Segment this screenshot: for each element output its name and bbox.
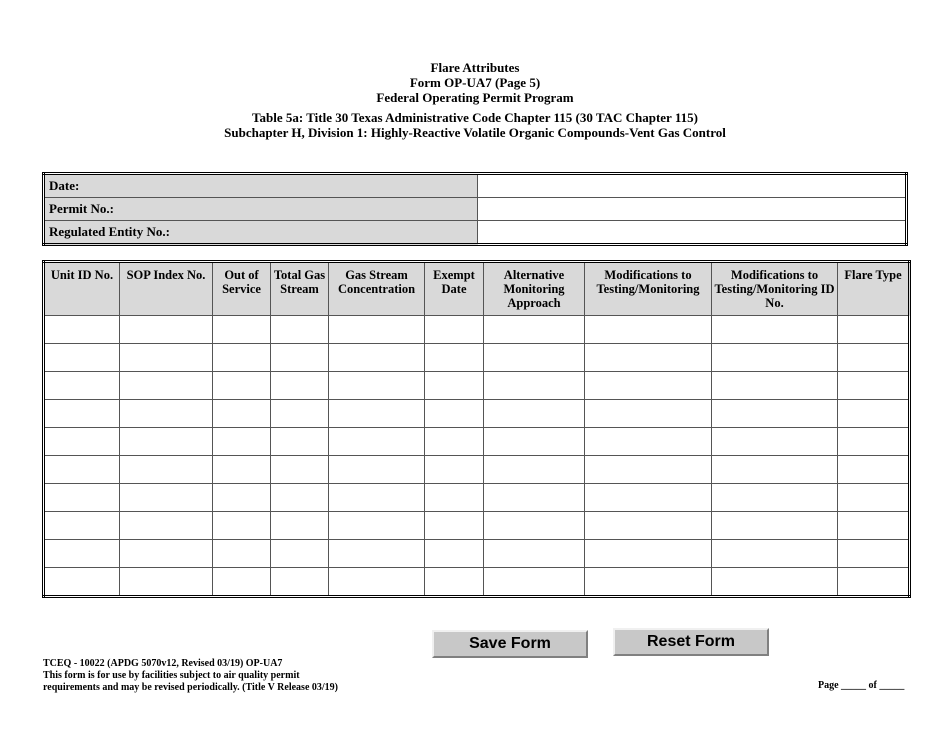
table-cell bbox=[585, 484, 712, 512]
form-footer bbox=[43, 658, 338, 694]
table-cell bbox=[712, 372, 838, 400]
table-cell-input[interactable] bbox=[425, 400, 483, 427]
table-cell bbox=[585, 372, 712, 400]
table-cell-input[interactable] bbox=[329, 428, 424, 455]
table-cell-input[interactable] bbox=[120, 400, 212, 427]
table-cell bbox=[213, 344, 271, 372]
table-cell bbox=[44, 540, 120, 568]
table-cell-input[interactable] bbox=[271, 540, 328, 567]
table-cell-input[interactable] bbox=[484, 344, 584, 371]
table-cell-input[interactable] bbox=[425, 540, 483, 567]
table-cell bbox=[329, 344, 425, 372]
table-cell bbox=[120, 484, 213, 512]
table-cell bbox=[712, 344, 838, 372]
table-cell bbox=[213, 484, 271, 512]
table-cell-input[interactable] bbox=[712, 512, 837, 539]
table-row bbox=[44, 540, 910, 568]
table-cell bbox=[838, 484, 910, 512]
table-cell-input[interactable] bbox=[120, 456, 212, 483]
table-cell-input[interactable] bbox=[585, 484, 711, 511]
table-cell bbox=[585, 512, 712, 540]
table-cell-input[interactable] bbox=[838, 568, 908, 595]
table-cell bbox=[484, 372, 585, 400]
table-cell-input[interactable] bbox=[425, 568, 483, 595]
table-cell-input[interactable] bbox=[585, 540, 711, 567]
footer-note-1: This form is for use by facilities subject to air quality permit bbox=[43, 670, 300, 681]
table-cell-input[interactable] bbox=[838, 484, 908, 511]
table-cell bbox=[585, 428, 712, 456]
table-cell bbox=[271, 344, 329, 372]
date-label: Date: bbox=[44, 174, 478, 198]
table-cell-input[interactable] bbox=[213, 512, 270, 539]
col-header-flare-type: Flare Type bbox=[838, 262, 910, 316]
table-cell bbox=[271, 568, 329, 597]
table-cell-input[interactable] bbox=[271, 484, 328, 511]
table-cell bbox=[120, 428, 213, 456]
table-cell bbox=[271, 456, 329, 484]
col-header-exempt-date: Exempt Date bbox=[425, 262, 484, 316]
table-cell bbox=[484, 400, 585, 428]
table-cell bbox=[712, 428, 838, 456]
table-cell-input[interactable] bbox=[484, 484, 584, 511]
table-cell-input[interactable] bbox=[838, 512, 908, 539]
col-header-sop-index: SOP Index No. bbox=[120, 262, 213, 316]
table-cell-input[interactable] bbox=[45, 344, 119, 371]
table-cell bbox=[271, 540, 329, 568]
table-cell-input[interactable] bbox=[45, 484, 119, 511]
table-cell-input[interactable] bbox=[585, 316, 711, 343]
table-cell-input[interactable] bbox=[45, 428, 119, 455]
table-cell-input[interactable] bbox=[329, 344, 424, 371]
footer-form-id: TCEQ - 10022 (APDG 5070v12, Revised 03/19) OP-UA7 bbox=[43, 658, 283, 669]
table-cell bbox=[425, 540, 484, 568]
table-cell bbox=[213, 456, 271, 484]
table-cell-input[interactable] bbox=[484, 568, 584, 595]
table-cell bbox=[120, 372, 213, 400]
table-cell bbox=[838, 344, 910, 372]
table-cell-input[interactable] bbox=[484, 512, 584, 539]
table-cell bbox=[838, 372, 910, 400]
table-cell-input[interactable] bbox=[585, 568, 711, 595]
table-cell bbox=[271, 512, 329, 540]
table-row bbox=[44, 568, 910, 597]
table-cell-input[interactable] bbox=[45, 372, 119, 399]
table-title: Table 5a: Title 30 Texas Administrative Code Chapter 115 (30 TAC Chapter 115) bbox=[252, 110, 698, 125]
table-cell-input[interactable] bbox=[585, 456, 711, 483]
form-header bbox=[0, 60, 950, 140]
table-cell bbox=[838, 512, 910, 540]
table-cell bbox=[425, 512, 484, 540]
table-row bbox=[44, 400, 910, 428]
save-form-button[interactable]: Save Form bbox=[432, 630, 588, 658]
table-cell-input[interactable] bbox=[838, 316, 908, 343]
table-cell bbox=[838, 316, 910, 344]
table-cell-input[interactable] bbox=[45, 512, 119, 539]
table-cell bbox=[271, 428, 329, 456]
table-cell-input[interactable] bbox=[712, 484, 837, 511]
table-cell bbox=[213, 372, 271, 400]
table-cell-input[interactable] bbox=[213, 540, 270, 567]
table-row bbox=[44, 484, 910, 512]
table-cell bbox=[425, 400, 484, 428]
table-cell bbox=[712, 400, 838, 428]
table-cell-input[interactable] bbox=[329, 456, 424, 483]
table-cell bbox=[425, 456, 484, 484]
table-cell-input[interactable] bbox=[425, 428, 483, 455]
table-cell bbox=[44, 456, 120, 484]
table-cell-input[interactable] bbox=[838, 428, 908, 455]
table-cell-input[interactable] bbox=[271, 428, 328, 455]
table-cell-input[interactable] bbox=[585, 428, 711, 455]
table-cell-input[interactable] bbox=[712, 344, 837, 371]
table-cell bbox=[213, 540, 271, 568]
table-cell-input[interactable] bbox=[271, 400, 328, 427]
table-cell bbox=[585, 316, 712, 344]
table-cell bbox=[271, 316, 329, 344]
table-cell bbox=[484, 568, 585, 597]
table-cell bbox=[712, 512, 838, 540]
table-cell bbox=[585, 400, 712, 428]
table-cell-input[interactable] bbox=[838, 540, 908, 567]
table-cell-input[interactable] bbox=[120, 540, 212, 567]
table-cell-input[interactable] bbox=[484, 400, 584, 427]
flare-attributes-table bbox=[42, 260, 911, 598]
table-cell-input[interactable] bbox=[271, 372, 328, 399]
date-field[interactable] bbox=[478, 174, 907, 198]
table-cell bbox=[425, 344, 484, 372]
table-cell-input[interactable] bbox=[45, 456, 119, 483]
table-cell bbox=[120, 456, 213, 484]
table-cell bbox=[425, 372, 484, 400]
table-header-row bbox=[44, 262, 910, 316]
table-cell-input[interactable] bbox=[838, 344, 908, 371]
table-row bbox=[44, 512, 910, 540]
table-cell-input[interactable] bbox=[329, 400, 424, 427]
regulated-entity-field[interactable] bbox=[478, 221, 907, 245]
table-cell bbox=[44, 344, 120, 372]
table-cell bbox=[44, 400, 120, 428]
table-cell bbox=[213, 316, 271, 344]
table-cell-input[interactable] bbox=[213, 456, 270, 483]
table-cell-input[interactable] bbox=[585, 400, 711, 427]
table-cell bbox=[44, 428, 120, 456]
table-cell-input[interactable] bbox=[213, 372, 270, 399]
table-cell-input[interactable] bbox=[120, 484, 212, 511]
table-cell bbox=[712, 456, 838, 484]
table-cell-input[interactable] bbox=[329, 540, 424, 567]
table-row bbox=[44, 372, 910, 400]
table-cell bbox=[484, 428, 585, 456]
table-cell-input[interactable] bbox=[213, 428, 270, 455]
table-cell bbox=[425, 484, 484, 512]
table-cell-input[interactable] bbox=[329, 372, 424, 399]
table-cell-input[interactable] bbox=[425, 512, 483, 539]
table-cell bbox=[44, 372, 120, 400]
table-cell-input[interactable] bbox=[213, 400, 270, 427]
table-cell-input[interactable] bbox=[712, 540, 837, 567]
table-cell bbox=[484, 316, 585, 344]
col-header-total-gas-stream: Total Gas Stream bbox=[271, 262, 329, 316]
table-cell-input[interactable] bbox=[712, 400, 837, 427]
table-cell-input[interactable] bbox=[120, 372, 212, 399]
regulated-entity-label: Regulated Entity No.: bbox=[44, 221, 478, 245]
permit-label: Permit No.: bbox=[44, 198, 478, 221]
table-cell-input[interactable] bbox=[271, 512, 328, 539]
table-cell bbox=[271, 372, 329, 400]
table-cell bbox=[44, 512, 120, 540]
table-cell-input[interactable] bbox=[838, 400, 908, 427]
table-cell bbox=[838, 400, 910, 428]
table-cell-input[interactable] bbox=[425, 372, 483, 399]
table-cell-input[interactable] bbox=[712, 456, 837, 483]
table-cell-input[interactable] bbox=[45, 568, 119, 595]
table-cell-input[interactable] bbox=[425, 456, 483, 483]
table-cell bbox=[44, 316, 120, 344]
table-cell-input[interactable] bbox=[120, 512, 212, 539]
table-cell bbox=[484, 512, 585, 540]
table-cell bbox=[44, 484, 120, 512]
table-cell-input[interactable] bbox=[213, 316, 270, 343]
table-cell bbox=[271, 484, 329, 512]
table-cell-input[interactable] bbox=[271, 456, 328, 483]
table-cell bbox=[329, 568, 425, 597]
footer-note-2: requirements and may be revised periodically. (Title V Release 03/19) bbox=[43, 682, 338, 693]
table-cell bbox=[271, 400, 329, 428]
table-cell-input[interactable] bbox=[838, 372, 908, 399]
table-cell bbox=[329, 456, 425, 484]
table-cell-input[interactable] bbox=[213, 344, 270, 371]
table-cell bbox=[712, 316, 838, 344]
table-cell bbox=[425, 428, 484, 456]
table-cell bbox=[712, 540, 838, 568]
table-cell bbox=[120, 512, 213, 540]
table-cell-input[interactable] bbox=[484, 456, 584, 483]
table-cell-input[interactable] bbox=[712, 372, 837, 399]
table-cell-input[interactable] bbox=[329, 512, 424, 539]
table-cell bbox=[425, 568, 484, 597]
table-cell-input[interactable] bbox=[271, 568, 328, 595]
table-cell bbox=[585, 456, 712, 484]
table-cell bbox=[213, 512, 271, 540]
table-cell bbox=[329, 316, 425, 344]
table-row bbox=[44, 316, 910, 344]
table-cell-input[interactable] bbox=[585, 372, 711, 399]
table-cell bbox=[329, 428, 425, 456]
table-cell-input[interactable] bbox=[271, 316, 328, 343]
table-cell bbox=[120, 316, 213, 344]
table-cell bbox=[585, 540, 712, 568]
col-header-out-of-service: Out of Service bbox=[213, 262, 271, 316]
table-cell-input[interactable] bbox=[484, 428, 584, 455]
table-cell bbox=[44, 568, 120, 597]
table-cell bbox=[712, 568, 838, 597]
table-cell-input[interactable] bbox=[45, 400, 119, 427]
table-cell-input[interactable] bbox=[484, 316, 584, 343]
date-row bbox=[44, 174, 907, 198]
table-row bbox=[44, 456, 910, 484]
table-cell bbox=[329, 512, 425, 540]
table-cell-input[interactable] bbox=[585, 344, 711, 371]
table-cell bbox=[329, 540, 425, 568]
permit-row bbox=[44, 198, 907, 221]
table-cell bbox=[213, 400, 271, 428]
table-cell-input[interactable] bbox=[329, 316, 424, 343]
table-cell-input[interactable] bbox=[712, 316, 837, 343]
col-header-alternative-monitoring: Alternative Monitoring Approach bbox=[484, 262, 585, 316]
table-cell bbox=[484, 344, 585, 372]
table-cell-input[interactable] bbox=[425, 344, 483, 371]
table-cell-input[interactable] bbox=[329, 484, 424, 511]
col-header-gas-stream-concentration: Gas Stream Concentration bbox=[329, 262, 425, 316]
permit-field[interactable] bbox=[478, 198, 907, 221]
table-cell bbox=[484, 484, 585, 512]
table-cell-input[interactable] bbox=[45, 540, 119, 567]
table-cell bbox=[838, 540, 910, 568]
table-row bbox=[44, 428, 910, 456]
table-cell-input[interactable] bbox=[120, 316, 212, 343]
col-header-unit-id: Unit ID No. bbox=[44, 262, 120, 316]
table-cell bbox=[484, 456, 585, 484]
table-cell bbox=[585, 344, 712, 372]
table-cell bbox=[120, 344, 213, 372]
table-cell-input[interactable] bbox=[484, 372, 584, 399]
table-cell-input[interactable] bbox=[838, 456, 908, 483]
table-cell-input[interactable] bbox=[712, 428, 837, 455]
table-cell bbox=[329, 484, 425, 512]
form-number: Form OP-UA7 (Page 5) bbox=[409, 75, 541, 90]
table-cell bbox=[585, 568, 712, 597]
reset-form-button[interactable]: Reset Form bbox=[613, 628, 769, 656]
table-cell-input[interactable] bbox=[484, 540, 584, 567]
subchapter-title: Subchapter H, Division 1: Highly-Reactive Volatile Organic Compounds-Vent Gas Control bbox=[224, 125, 726, 140]
table-cell bbox=[329, 400, 425, 428]
table-cell-input[interactable] bbox=[120, 428, 212, 455]
table-cell-input[interactable] bbox=[120, 344, 212, 371]
table-cell bbox=[120, 540, 213, 568]
table-cell-input[interactable] bbox=[213, 484, 270, 511]
table-cell bbox=[120, 400, 213, 428]
col-header-modifications-testing: Modifications to Testing/Monitoring bbox=[585, 262, 712, 316]
table-cell bbox=[120, 568, 213, 597]
table-row bbox=[44, 344, 910, 372]
table-cell-input[interactable] bbox=[425, 484, 483, 511]
table-cell-input[interactable] bbox=[585, 512, 711, 539]
table-cell bbox=[838, 456, 910, 484]
table-cell bbox=[838, 568, 910, 597]
form-title: Flare Attributes bbox=[430, 60, 520, 75]
table-cell-input[interactable] bbox=[213, 568, 270, 595]
table-cell bbox=[838, 428, 910, 456]
table-cell bbox=[329, 372, 425, 400]
table-cell bbox=[484, 540, 585, 568]
table-cell-input[interactable] bbox=[425, 316, 483, 343]
table-cell bbox=[213, 428, 271, 456]
table-cell-input[interactable] bbox=[712, 568, 837, 595]
program-name: Federal Operating Permit Program bbox=[376, 90, 574, 105]
table-cell bbox=[213, 568, 271, 597]
info-table bbox=[42, 172, 908, 246]
page-number: Page _____ of _____ bbox=[818, 680, 905, 691]
table-cell-input[interactable] bbox=[329, 568, 424, 595]
table-cell bbox=[712, 484, 838, 512]
table-cell-input[interactable] bbox=[271, 344, 328, 371]
table-cell-input[interactable] bbox=[45, 316, 119, 343]
entity-row bbox=[44, 221, 907, 245]
table-cell-input[interactable] bbox=[120, 568, 212, 595]
table-cell bbox=[425, 316, 484, 344]
col-header-modifications-id: Modifications to Testing/Monitoring ID No. bbox=[712, 262, 838, 316]
